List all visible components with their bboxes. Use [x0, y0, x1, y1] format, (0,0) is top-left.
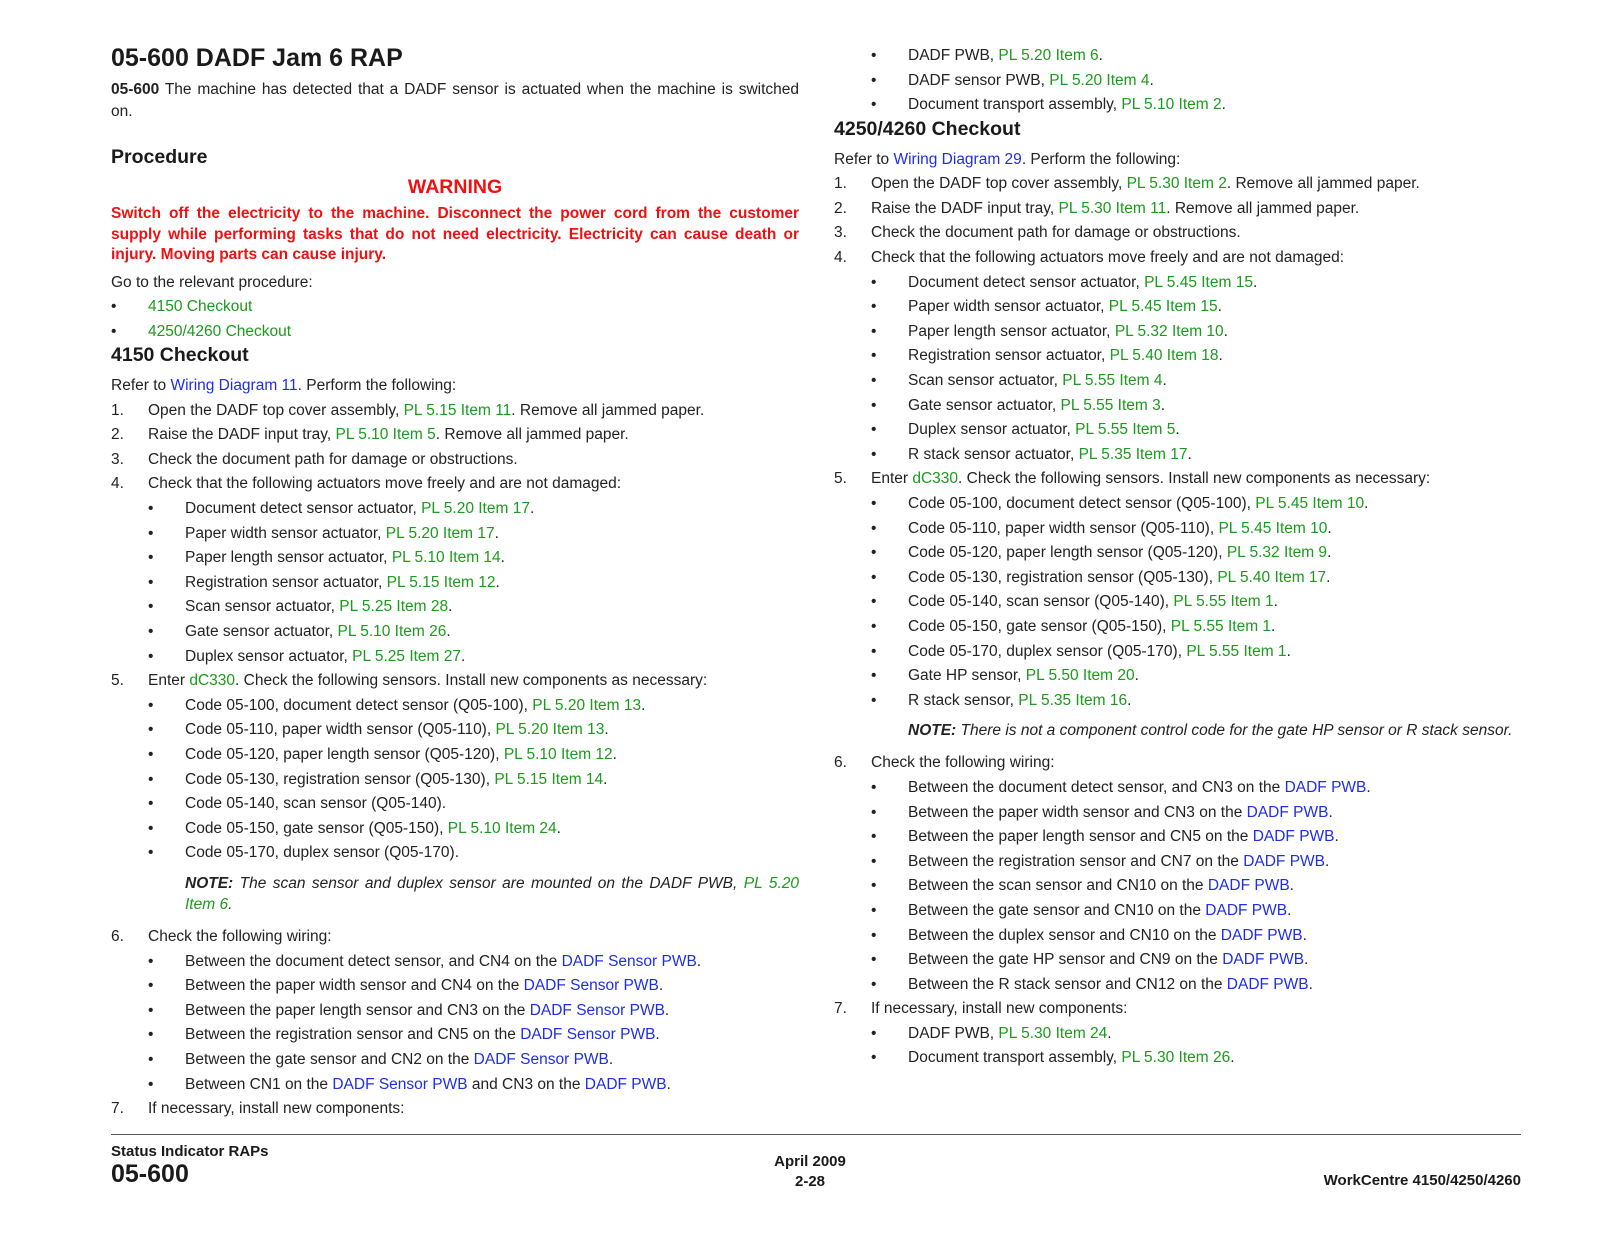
step-number: 1.: [111, 401, 124, 419]
step-text: Check that the following actuators move freely and are not damaged:: [871, 249, 1345, 267]
list-item: [111, 817, 799, 842]
list-item: [834, 93, 1522, 118]
bullet: •: [871, 568, 877, 586]
wiring-list-4150: [111, 950, 799, 1098]
list-item: [111, 546, 799, 571]
list-item: [111, 950, 799, 975]
warning-text: Switch off the electricity to the machine. Disconnect the power cord from the customer supply while performing tasks that do not need electricity. Electricity can cause death or injury. Moving parts can cause injury.: [111, 205, 799, 263]
list-item-text: Between the R stack sensor and CN12 on the DADF PWB.: [908, 975, 1313, 993]
step-number: 4.: [834, 249, 847, 267]
part-link[interactable]: PL 5.15 Item 14: [494, 770, 604, 788]
bullet: •: [871, 347, 877, 365]
list-item: [834, 590, 1522, 615]
list-item-text: Document detect sensor actuator, PL 5.45 Item 15.: [908, 273, 1258, 291]
step-4250-7: [834, 997, 1522, 1022]
part-link[interactable]: PL 5.30 Item 24: [998, 1024, 1108, 1042]
bullet: •: [871, 617, 877, 635]
list-item: [834, 69, 1522, 94]
list-item-text: Code 05-120, paper length sensor (Q05-120), PL 5.10 Item 12.: [185, 746, 617, 763]
step-4150-7: [111, 1097, 799, 1122]
list-item-text: DADF sensor PWB, PL 5.20 Item 4.: [908, 71, 1154, 89]
list-item-text: Between the gate sensor and CN10 on the DADF PWB.: [908, 901, 1292, 919]
bullet: •: [871, 273, 877, 291]
list-item-text: Code 05-140, scan sensor (Q05-140).: [185, 795, 447, 813]
refer-pre: Refer to: [111, 377, 171, 395]
part-link[interactable]: PL 5.45 Item 10: [1218, 519, 1328, 537]
step-text: Check the following wiring:: [148, 927, 332, 945]
heading-4250-checkout: 4250/4260 Checkout: [834, 117, 1021, 140]
list-item: [834, 850, 1522, 875]
list-item-text: Code 05-140, scan sensor (Q05-140), PL 5.55 Item 1.: [908, 593, 1278, 611]
list-item: [111, 974, 799, 999]
list-item: [111, 645, 799, 670]
bullet: •: [871, 495, 877, 512]
note-text: There is not a component control code for the gate HP sensor or R stack sensor.: [956, 722, 1513, 740]
bullet: •: [871, 1024, 877, 1042]
refer-post: . Perform the following:: [297, 377, 457, 395]
list-item: [111, 999, 799, 1024]
list-item-text: Registration sensor actuator, PL 5.15 Item 12.: [185, 573, 500, 591]
bullet: •: [871, 47, 877, 64]
bullet: •: [148, 1075, 154, 1093]
list-item-text: Paper width sensor actuator, PL 5.20 Item 17.: [185, 524, 499, 542]
bullet: •: [871, 71, 877, 89]
bullet: •: [148, 647, 154, 665]
step-text: If necessary, install new components:: [148, 1100, 405, 1118]
list-item: [111, 1073, 799, 1098]
intro-text: The machine has detected that a DADF sensor is actuated when the machine is switched on.: [111, 81, 799, 120]
bullet: •: [148, 623, 154, 641]
bullet: •: [871, 421, 877, 439]
step-text: Check the document path for damage or obstructions.: [871, 224, 1241, 242]
step-number: 1.: [834, 175, 847, 193]
step-number: 3.: [834, 224, 847, 242]
list-item: [834, 295, 1522, 320]
step-4150-6: [111, 925, 799, 950]
step-4250-6: [834, 751, 1522, 776]
step-text: Raise the DADF input tray, PL 5.10 Item 5. Remove all jammed paper.: [148, 426, 629, 444]
pwb-link[interactable]: DADF PWB: [1205, 901, 1288, 919]
bullet: •: [871, 96, 877, 114]
list-item-text: Document transport assembly, PL 5.10 Item 2.: [908, 96, 1226, 114]
step-text: Check the following wiring:: [871, 754, 1055, 772]
part-link[interactable]: PL 5.32 Item 10: [1114, 322, 1224, 340]
part-link[interactable]: PL 5.10 Item 26: [337, 623, 447, 641]
list-item-text: Code 05-150, gate sensor (Q05-150), PL 5.10 Item 24.: [185, 819, 561, 837]
list-item-text: Between the paper width sensor and CN3 on the DADF PWB.: [908, 803, 1333, 821]
pwb-link[interactable]: DADF Sensor PWB: [520, 1026, 656, 1044]
part-link[interactable]: PL 5.55 Item 3: [1060, 396, 1161, 414]
pwb-link[interactable]: DADF PWB: [1222, 951, 1305, 969]
goto-text: Go to the relevant procedure:: [111, 273, 313, 291]
bullet: •: [871, 322, 877, 340]
list-item: [834, 394, 1522, 419]
step-4250-1: [834, 172, 1522, 197]
list-item-text: Code 05-170, duplex sensor (Q05-170).: [185, 844, 459, 862]
bullet: •: [871, 691, 877, 709]
step-text: Enter dC330. Check the following sensors. Install new components as necessary:: [148, 672, 708, 690]
part-link[interactable]: PL 5.10 Item 24: [447, 819, 557, 837]
part-link[interactable]: PL 5.10 Item 2: [1121, 96, 1222, 114]
part-link[interactable]: PL 5.15 Item 11: [403, 401, 512, 419]
list-item-text: Document detect sensor actuator, PL 5.20 Item 17.: [185, 500, 535, 518]
note-label: NOTE:: [185, 874, 234, 892]
bullet: •: [871, 593, 877, 611]
part-link[interactable]: PL 5.10 Item 12: [503, 746, 613, 763]
list-item: [111, 1023, 799, 1048]
left-column: [111, 44, 799, 1122]
bullet: •: [148, 1001, 154, 1019]
pwb-link[interactable]: DADF PWB: [1220, 926, 1303, 944]
list-item: [834, 1046, 1522, 1071]
list-item: [111, 768, 799, 793]
actuator-list-4150: [111, 497, 799, 669]
step-number: 5.: [111, 672, 124, 690]
list-item-text: Between the duplex sensor and CN10 on the DADF PWB.: [908, 926, 1307, 944]
pwb-link[interactable]: DADF Sensor PWB: [561, 952, 697, 970]
step-text: Enter dC330. Check the following sensors. Install new components as necessary:: [871, 470, 1431, 488]
pwb-link[interactable]: DADF PWB: [1246, 803, 1329, 821]
part-link[interactable]: PL 5.10 Item 5: [335, 426, 436, 444]
link-4250-checkout[interactable]: 4250/4260 Checkout: [148, 322, 292, 340]
list-item-text: Between the document detect sensor, and CN3 on the DADF PWB.: [908, 778, 1371, 796]
list-item: [834, 776, 1522, 801]
list-item-text: Duplex sensor actuator, PL 5.25 Item 27.: [185, 647, 466, 665]
pwb-link[interactable]: DADF PWB: [1226, 975, 1309, 993]
bullet: •: [871, 877, 877, 895]
refer-4150: [111, 374, 799, 399]
list-item: [834, 1022, 1522, 1047]
part-link[interactable]: PL 5.45 Item 15: [1144, 273, 1253, 291]
list-item: [834, 689, 1522, 714]
part-link[interactable]: PL 5.30 Item 26: [1121, 1049, 1231, 1067]
list-item: [834, 492, 1522, 517]
list-item-text: Registration sensor actuator, PL 5.40 Item 18.: [908, 347, 1223, 365]
list-item: [111, 694, 799, 719]
footer-page-number: 2-28: [794, 1173, 826, 1190]
bullet: •: [148, 977, 154, 995]
page-title: 05-600 DADF Jam 6 RAP: [111, 44, 403, 72]
bullet: •: [148, 770, 154, 788]
pwb-link[interactable]: DADF Sensor PWB: [332, 1075, 468, 1093]
footer-code: 05-600: [111, 1160, 189, 1188]
list-item: [111, 792, 799, 817]
part-link[interactable]: PL 5.55 Item 1: [1170, 617, 1272, 635]
goto-item-4250: [111, 320, 799, 345]
procedure-heading: Procedure: [111, 146, 208, 168]
pwb-link[interactable]: DADF PWB: [1284, 778, 1367, 796]
list-item: [111, 595, 799, 620]
bullet: •: [871, 544, 877, 562]
refer-post: . Perform the following:: [1021, 150, 1181, 168]
bullet: •: [871, 667, 877, 685]
step-number: 2.: [111, 426, 124, 444]
warning-title: WARNING: [407, 176, 503, 198]
list-item: [834, 517, 1522, 542]
part-link[interactable]: PL 5.20 Item 4: [1049, 71, 1150, 89]
list-item: [834, 924, 1522, 949]
list-item-text: Between the gate sensor and CN2 on the DADF Sensor PWB.: [185, 1050, 614, 1068]
part-link[interactable]: PL 5.25 Item 28: [339, 598, 449, 616]
pwb-link[interactable]: DADF Sensor PWB: [529, 1001, 665, 1019]
step-text: If necessary, install new components:: [871, 1000, 1128, 1018]
list-item: [834, 948, 1522, 973]
footer-product: WorkCentre 4150/4250/4260: [1323, 1172, 1521, 1189]
step-number: 4.: [111, 475, 124, 493]
refer-pre: Refer to: [834, 150, 894, 168]
part-link[interactable]: PL 5.32 Item 9: [1226, 544, 1328, 562]
note-label: NOTE:: [908, 722, 957, 740]
bullet: •: [148, 952, 154, 970]
part-link[interactable]: PL 5.20 Item 17: [385, 524, 495, 542]
list-item-text: Paper width sensor actuator, PL 5.45 Item 15.: [908, 298, 1222, 316]
bullet: •: [871, 951, 877, 969]
footer-date: April 2009: [774, 1153, 846, 1170]
wiring-list-4250: [834, 776, 1522, 997]
bullet: •: [148, 524, 154, 542]
bullet: •: [871, 372, 877, 390]
note-4150: NOTE: The scan sensor and duplex sensor are mounted on the DADF PWB, PL 5.20 Item 6.: [185, 874, 799, 913]
step-number: 7.: [111, 1100, 124, 1118]
bullet: •: [111, 298, 117, 315]
component-list-4150: [834, 44, 1522, 118]
part-link[interactable]: PL 5.30 Item 11: [1058, 199, 1167, 217]
bullet: •: [148, 573, 154, 591]
list-item-text: Paper length sensor actuator, PL 5.10 Item 14.: [185, 549, 505, 567]
part-link[interactable]: PL 5.20 Item 13: [532, 696, 642, 714]
list-item-text: Document transport assembly, PL 5.30 Item 26.: [908, 1049, 1235, 1067]
part-link[interactable]: PL 5.55 Item 1: [1186, 642, 1287, 660]
step-text: Open the DADF top cover assembly, PL 5.15 Item 11. Remove all jammed paper.: [148, 401, 705, 419]
part-link[interactable]: PL 5.55 Item 4: [1062, 372, 1163, 390]
step-text: Check that the following actuators move freely and are not damaged:: [148, 475, 622, 493]
list-item-text: DADF PWB, PL 5.30 Item 24.: [908, 1024, 1112, 1042]
list-item-text: Code 05-100, document detect sensor (Q05-100), PL 5.20 Item 13.: [185, 696, 646, 714]
list-item-text: Code 05-110, paper width sensor (Q05-110), PL 5.20 Item 13.: [185, 721, 609, 739]
part-link[interactable]: PL 5.15 Item 12: [386, 573, 496, 591]
bullet: •: [871, 803, 877, 821]
list-item: [834, 44, 1522, 69]
part-link[interactable]: PL 5.55 Item 1: [1173, 593, 1274, 611]
list-item: [834, 344, 1522, 369]
intro-paragraph: [111, 79, 799, 122]
step-4150-4: [111, 472, 799, 497]
footer-date-page: [710, 1152, 910, 1192]
part-link[interactable]: PL 5.45 Item 15: [1108, 298, 1218, 316]
part-link[interactable]: PL 5.25 Item 27: [352, 647, 462, 665]
part-link[interactable]: PL 5.40 Item 18: [1109, 347, 1219, 365]
bullet: •: [148, 819, 154, 837]
bullet: •: [148, 549, 154, 567]
step-4250-4: [834, 246, 1522, 271]
bullet: •: [148, 500, 154, 518]
list-item-text: Between the scan sensor and CN10 on the DADF PWB.: [908, 877, 1294, 895]
step-number: 5.: [834, 470, 847, 488]
goto-item-4150: [111, 295, 799, 320]
bullet: •: [871, 975, 877, 993]
pwb-link[interactable]: DADF PWB: [1252, 828, 1335, 846]
list-item: [834, 541, 1522, 566]
list-item-text: Scan sensor actuator, PL 5.25 Item 28.: [185, 598, 453, 616]
list-item: [834, 664, 1522, 689]
list-item-text: Between the gate HP sensor and CN9 on the DADF PWB.: [908, 951, 1309, 969]
list-item: [834, 369, 1522, 394]
bullet: •: [871, 926, 877, 944]
list-item-text: Gate HP sensor, PL 5.50 Item 20.: [908, 667, 1139, 685]
step-number: 3.: [111, 450, 124, 468]
list-item-text: Code 05-100, document detect sensor (Q05-100), PL 5.45 Item 10.: [908, 495, 1369, 512]
part-link[interactable]: PL 5.50 Item 20: [1025, 667, 1135, 685]
list-item-text: Code 05-120, paper length sensor (Q05-120), PL 5.32 Item 9.: [908, 544, 1332, 562]
list-item-text: Scan sensor actuator, PL 5.55 Item 4.: [908, 372, 1167, 390]
list-item-text: Code 05-170, duplex sensor (Q05-170), PL 5.55 Item 1.: [908, 642, 1291, 660]
part-link[interactable]: PL 5.20 Item 17: [421, 500, 530, 518]
component-list-4250: [834, 1022, 1522, 1071]
list-item: [111, 620, 799, 645]
list-item: [111, 571, 799, 596]
step-number: 6.: [111, 927, 124, 945]
note-text: The scan sensor and duplex sensor are mounted on the DADF PWB,: [233, 874, 744, 892]
step-4250-2: [834, 197, 1522, 222]
list-item-text: Between CN1 on the DADF Sensor PWB and CN3 on the DADF PWB.: [185, 1075, 671, 1093]
step-4150-1: [111, 399, 799, 424]
bullet: •: [111, 322, 117, 340]
pwb-link[interactable]: DADF PWB: [1207, 877, 1290, 895]
list-item: [834, 418, 1522, 443]
bullet: •: [871, 852, 877, 870]
list-item: [111, 718, 799, 743]
step-4150-5: [111, 669, 799, 694]
sensor-list-4250: [834, 492, 1522, 713]
link-4150-checkout[interactable]: 4150 Checkout: [148, 298, 253, 315]
bullet: •: [148, 746, 154, 763]
part-link[interactable]: PL 5.20 Item 6: [998, 47, 1099, 64]
list-item-text: Between the registration sensor and CN7 on the DADF PWB.: [908, 852, 1330, 870]
list-item-text: Paper length sensor actuator, PL 5.32 Item 10.: [908, 322, 1228, 340]
bullet: •: [871, 828, 877, 846]
list-item: [834, 271, 1522, 296]
part-link[interactable]: PL 5.20 Item 6: [185, 874, 799, 913]
list-item-text: Between the paper width sensor and CN4 on the DADF Sensor PWB.: [185, 977, 664, 995]
list-item-text: Gate sensor actuator, PL 5.55 Item 3.: [908, 396, 1166, 414]
refer-4250: [834, 148, 1522, 173]
pwb-link[interactable]: DADF PWB: [1243, 852, 1325, 870]
list-item-text: Between the registration sensor and CN5 on the DADF Sensor PWB.: [185, 1026, 660, 1044]
footer-section: Status Indicator RAPs: [111, 1143, 269, 1160]
list-item-text: DADF PWB, PL 5.20 Item 6.: [908, 47, 1103, 64]
part-link[interactable]: PL 5.20 Item 13: [495, 721, 605, 739]
list-item: [834, 566, 1522, 591]
bullet: •: [148, 696, 154, 714]
list-item-text: Code 05-110, paper width sensor (Q05-110), PL 5.45 Item 10.: [908, 519, 1332, 537]
part-link[interactable]: PL 5.35 Item 17: [1078, 445, 1188, 463]
bullet: •: [148, 721, 154, 739]
wiring-diagram-29-link[interactable]: Wiring Diagram 29: [893, 150, 1022, 168]
footer-divider: [111, 1134, 1521, 1135]
bullet: •: [148, 1050, 154, 1068]
bullet: •: [871, 1049, 877, 1067]
dc330-link[interactable]: dC330: [189, 672, 236, 690]
list-item-text: Gate sensor actuator, PL 5.10 Item 26.: [185, 623, 451, 641]
dc330-link[interactable]: dC330: [912, 470, 959, 488]
list-item-text: Between the document detect sensor, and CN4 on the DADF Sensor PWB.: [185, 952, 702, 970]
list-item: [834, 899, 1522, 924]
list-item-text: R stack sensor, PL 5.35 Item 16.: [908, 691, 1132, 709]
pwb-link[interactable]: DADF PWB: [584, 1075, 667, 1093]
list-item: [111, 1048, 799, 1073]
part-link[interactable]: PL 5.35 Item 16: [1018, 691, 1128, 709]
list-item-text: Between the paper length sensor and CN3 on the DADF Sensor PWB.: [185, 1001, 670, 1019]
list-item: [111, 497, 799, 522]
list-item-text: Code 05-130, registration sensor (Q05-130), PL 5.40 Item 17.: [908, 568, 1331, 586]
actuator-list-4250: [834, 271, 1522, 468]
step-4250-3: [834, 221, 1522, 246]
part-link[interactable]: PL 5.55 Item 5: [1075, 421, 1176, 439]
bullet: •: [871, 642, 877, 660]
step-number: 6.: [834, 754, 847, 772]
list-item-text: R stack sensor actuator, PL 5.35 Item 17.: [908, 445, 1192, 463]
note-4250: [908, 720, 1522, 741]
fault-code: 05-600: [111, 81, 160, 98]
list-item: [834, 443, 1522, 468]
list-item-text: Code 05-150, gate sensor (Q05-150), PL 5.55 Item 1.: [908, 617, 1276, 635]
list-item: [834, 320, 1522, 345]
list-item: [111, 743, 799, 768]
step-text: Open the DADF top cover assembly, PL 5.30 Item 2. Remove all jammed paper.: [871, 175, 1420, 193]
pwb-link[interactable]: DADF Sensor PWB: [473, 1050, 609, 1068]
step-4250-5: [834, 467, 1522, 492]
list-item-text: Between the paper length sensor and CN5 on the DADF PWB.: [908, 828, 1339, 846]
list-item: [834, 973, 1522, 998]
wiring-diagram-11-link[interactable]: Wiring Diagram 11: [170, 377, 298, 395]
part-link[interactable]: PL 5.40 Item 17: [1217, 568, 1327, 586]
step-number: 2.: [834, 199, 847, 217]
list-item: [111, 522, 799, 547]
list-item-text: Code 05-130, registration sensor (Q05-130), PL 5.15 Item 14.: [185, 770, 608, 788]
step-4150-2: [111, 423, 799, 448]
list-item: [834, 640, 1522, 665]
bullet: •: [148, 844, 154, 862]
bullet: •: [871, 778, 877, 796]
sensor-list-4150: [111, 694, 799, 866]
heading-4150-checkout: 4150 Checkout: [111, 344, 249, 367]
part-link[interactable]: PL 5.30 Item 2: [1126, 175, 1227, 193]
list-item: [834, 825, 1522, 850]
list-item: [834, 615, 1522, 640]
bullet: •: [871, 901, 877, 919]
list-item: [834, 801, 1522, 826]
part-link[interactable]: PL 5.10 Item 14: [391, 549, 501, 567]
step-text: Raise the DADF input tray, PL 5.30 Item 11. Remove all jammed paper.: [871, 199, 1360, 217]
bullet: •: [148, 795, 154, 813]
list-item: [834, 874, 1522, 899]
step-4150-3: [111, 448, 799, 473]
pwb-link[interactable]: DADF Sensor PWB: [523, 977, 659, 995]
bullet: •: [871, 445, 877, 463]
right-column: [834, 44, 1522, 1071]
bullet: •: [148, 1026, 154, 1044]
step-text: Check the document path for damage or obstructions.: [148, 450, 518, 468]
part-link[interactable]: PL 5.45 Item 10: [1255, 495, 1365, 512]
bullet: •: [871, 298, 877, 316]
list-item: [111, 841, 799, 866]
step-number: 7.: [834, 1000, 847, 1018]
bullet: •: [871, 519, 877, 537]
list-item-text: Duplex sensor actuator, PL 5.55 Item 5.: [908, 421, 1180, 439]
bullet: •: [148, 598, 154, 616]
bullet: •: [871, 396, 877, 414]
